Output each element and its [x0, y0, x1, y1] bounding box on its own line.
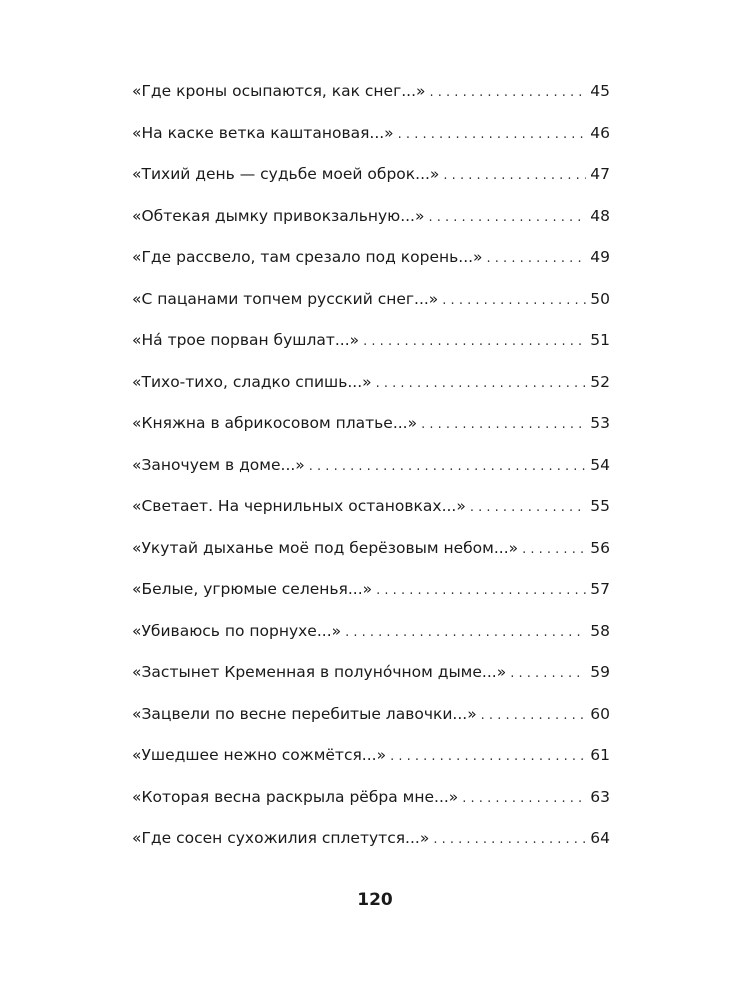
page-number: 120 — [357, 890, 393, 910]
toc-entry — [132, 659, 610, 701]
toc-entry-page: 45 — [590, 82, 610, 100]
toc-entry — [132, 120, 610, 162]
toc-entry-title: «Где кроны осыпаются, как снег...» — [132, 82, 426, 100]
toc-entry-page: 46 — [590, 123, 610, 142]
toc-dot-leader — [430, 80, 587, 106]
toc-entry-title: «Светает. На чернильных остановках...» — [132, 497, 466, 515]
toc-entry — [132, 203, 610, 245]
toc-dot-leader — [487, 246, 587, 272]
toc-entry-title: «Застынет Кременная в полуно́чном дыме...» — [132, 663, 507, 681]
toc-dot-leader — [462, 786, 586, 812]
toc-dot-leader — [481, 703, 587, 729]
toc-entry-title: «Укутай дыханье моё под берёзовым небом...» — [132, 538, 519, 557]
toc-dot-leader — [398, 122, 587, 148]
toc-entry-title: «Где сосен сухожилия сплетутся...» — [132, 829, 430, 847]
toc-dot-leader — [345, 620, 586, 646]
toc-entry-page: 57 — [590, 580, 610, 598]
toc-dot-leader — [510, 661, 586, 687]
toc-dot-leader — [433, 827, 586, 853]
toc-entry-title: «На́ трое порван бушлат...» — [132, 331, 360, 349]
toc-entry — [132, 78, 610, 120]
toc-entry-page: 63 — [590, 787, 610, 806]
toc-dot-leader — [390, 744, 586, 770]
toc-entry-title: «Где рассвело, там срезало под корень...» — [132, 248, 483, 266]
toc-entry-page: 52 — [590, 372, 610, 391]
toc-entry-title: «Тихий день — судьбе моей оброк...» — [132, 165, 440, 183]
toc-entry-page: 50 — [590, 289, 610, 308]
toc-entry-title: «С пацанами топчем русский снег...» — [132, 289, 439, 308]
toc-entry — [132, 327, 610, 369]
toc-dot-leader — [309, 454, 586, 480]
toc-entry — [132, 825, 610, 867]
toc-entry-title: «Которая весна раскрыла рёбра мне...» — [132, 787, 459, 806]
toc-dot-leader — [363, 329, 586, 355]
toc-entry-title: «Тихо-тихо, сладко спишь...» — [132, 372, 372, 391]
toc-dot-leader — [470, 495, 586, 521]
toc-dot-leader — [376, 578, 586, 604]
toc-entry-page: 58 — [590, 621, 610, 640]
toc-dot-leader — [428, 205, 586, 231]
toc-dot-leader — [376, 371, 587, 397]
toc-entry-title: «Заночуем в доме...» — [132, 455, 305, 474]
toc-entry-title: «Княжна в абрикосовом платье...» — [132, 414, 418, 432]
toc-entry-page: 60 — [590, 704, 610, 723]
toc-entry-page: 61 — [590, 746, 610, 764]
toc-entry-page: 47 — [590, 165, 610, 183]
toc-entry — [132, 452, 610, 494]
toc-entry — [132, 701, 610, 743]
toc-entry-title: «Зацвели по весне перебитые лавочки...» — [132, 704, 477, 723]
toc-entry — [132, 535, 610, 577]
toc-entry — [132, 784, 610, 826]
toc-dot-leader — [522, 537, 586, 563]
toc-entry-title: «Ушедшее нежно сожмётся...» — [132, 746, 387, 764]
toc-entry-page: 56 — [590, 538, 610, 557]
toc-dot-leader — [421, 412, 586, 438]
toc-entry — [132, 742, 610, 784]
toc-entry — [132, 576, 610, 618]
table-of-contents — [132, 78, 610, 867]
toc-entry-page: 59 — [590, 663, 610, 681]
toc-entry-page: 53 — [590, 414, 610, 432]
toc-entry — [132, 618, 610, 660]
toc-entry — [132, 493, 610, 535]
toc-entry — [132, 286, 610, 328]
toc-entry — [132, 244, 610, 286]
toc-entry-page: 48 — [590, 206, 610, 225]
toc-entry-title: «Убиваюсь по порнухе...» — [132, 621, 342, 640]
toc-entry — [132, 369, 610, 411]
toc-entry-title: «На каске ветка каштановая...» — [132, 123, 394, 142]
toc-entry-page: 54 — [590, 455, 610, 474]
toc-entry-page: 51 — [590, 331, 610, 349]
toc-entry-page: 55 — [590, 497, 610, 515]
toc-entry-title: «Обтекая дымку привокзальную...» — [132, 206, 425, 225]
toc-entry — [132, 161, 610, 203]
toc-dot-leader — [443, 163, 586, 189]
toc-entry-page: 64 — [590, 829, 610, 847]
toc-dot-leader — [442, 288, 586, 314]
toc-entry-title: «Белые, угрюмые селенья...» — [132, 580, 373, 598]
toc-entry — [132, 410, 610, 452]
toc-entry-page: 49 — [590, 248, 610, 266]
